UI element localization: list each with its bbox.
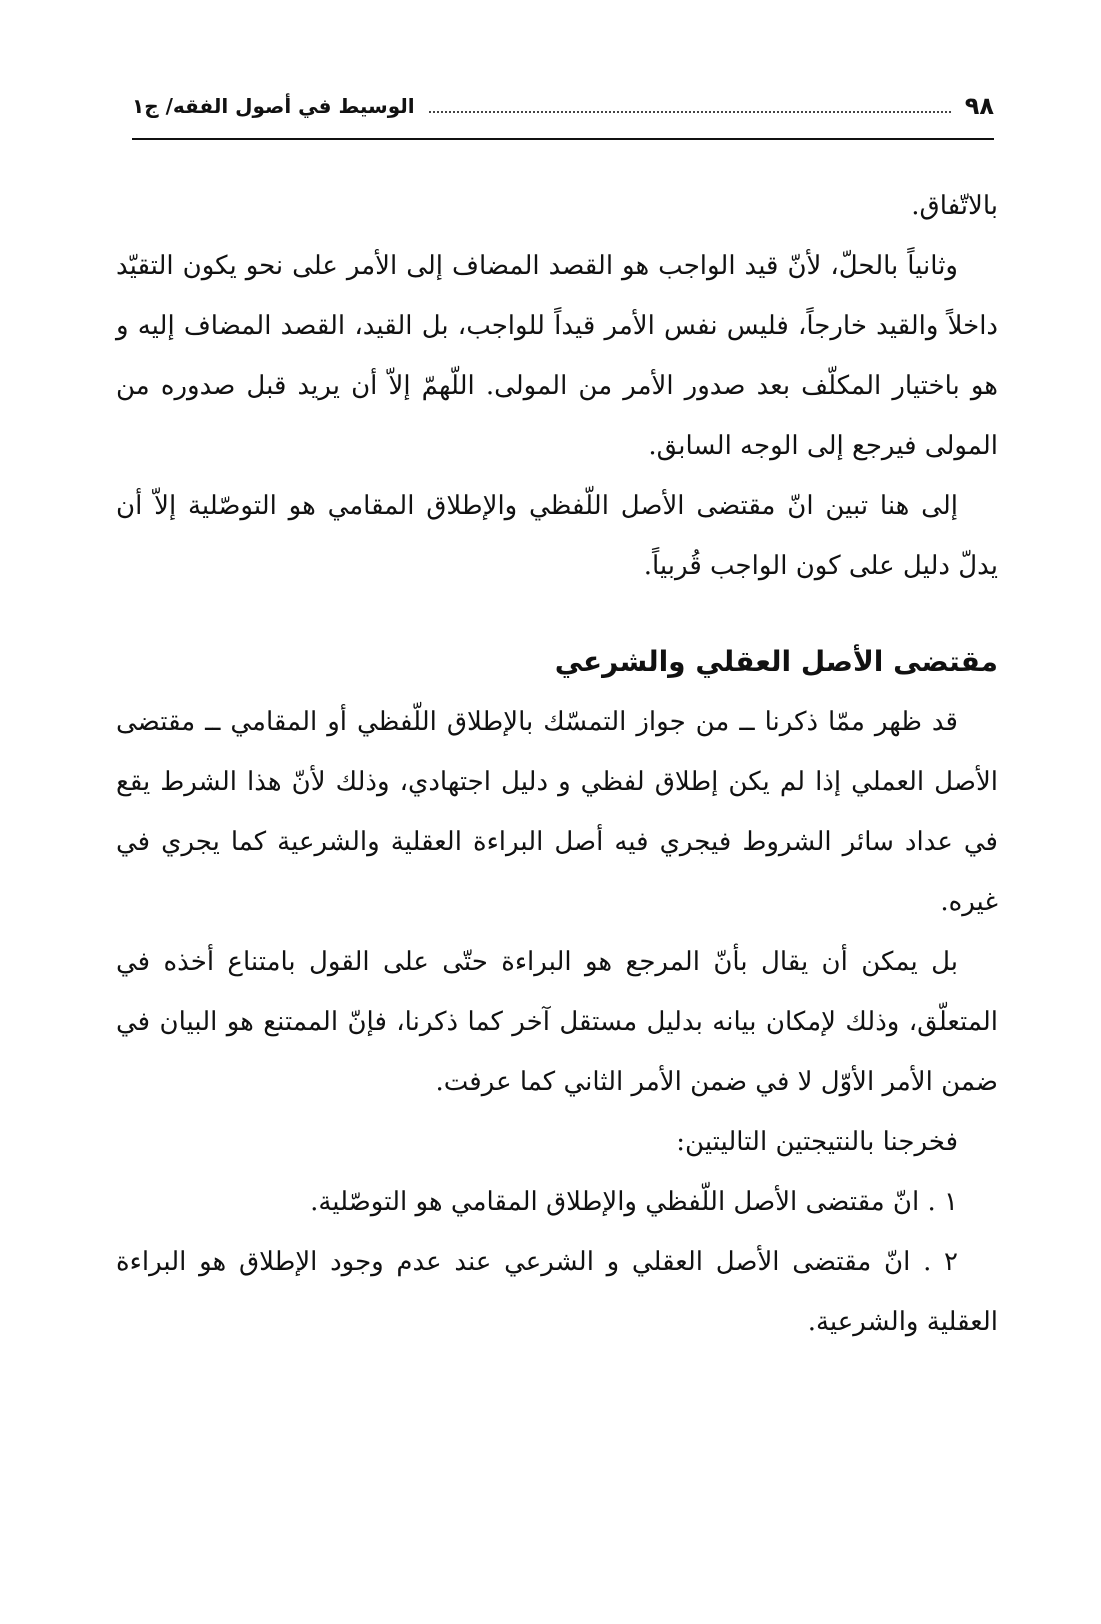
paragraph-2: وثانياً بالحلّ، لأنّ قيد الواجب هو القصد المضاف إلى الأمر على نحو يكون التقيّد داخلاً والقيد خارجاً، فليس نفس الأمر قيداً للواجب، بل القيد، القصد المضاف إليه و هو باختيار المكلّف بعد صدور الأمر من المولى. اللّهمّ إلاّ أن يريد قبل صدوره من المولى فيرجع إلى الوجه السابق. bbox=[116, 251, 998, 461]
header-rule bbox=[132, 138, 994, 140]
paragraph-1: بالاتّفاق. bbox=[911, 191, 998, 221]
paragraph-5: بل يمكن أن يقال بأنّ المرجع هو البراءة حتّى على القول بامتناع أخذه في المتعلّق، وذلك لإمكان بيانه بدليل مستقل آخر كما ذكرنا، فإنّ الممتنع هو البيان في ضمن الأمر الأوّل لا في ضمن الأمر الثاني كما عرفت. bbox=[116, 947, 998, 1097]
page-body bbox=[116, 176, 998, 1352]
section-heading: مقتضى الأصل العقلي والشرعي bbox=[554, 645, 998, 678]
running-title: الوسيط في أصول الفقه/ ج١ bbox=[132, 94, 415, 118]
paragraph-3: إلى هنا تبين انّ مقتضى الأصل اللّفظي والإطلاق المقامي هو التوصّلية إلاّ أن يدلّ دليل على كون الواجب قُربياً. bbox=[116, 491, 998, 581]
page-number: ٩٨ bbox=[964, 92, 994, 120]
results-list bbox=[116, 1172, 998, 1352]
paragraph-4: قد ظهر ممّا ذكرنا ــ من جواز التمسّك بالإطلاق اللّفظي أو المقامي ــ مقتضى الأصل العملي إذا لم يكن إطلاق لفظي و دليل اجتهادي، وذلك لأنّ هذا الشرط يقع في عداد سائر الشروط فيجري فيه أصل البراءة العقلية والشرعية كما يجري في غيره. bbox=[116, 707, 998, 917]
list-item: ٢ . انّ مقتضى الأصل العقلي و الشرعي عند عدم وجود الإطلاق هو البراءة العقلية والشرعية. bbox=[116, 1247, 998, 1337]
page-header bbox=[132, 86, 994, 126]
paragraph-6: فخرجنا بالنتيجتين التاليتين: bbox=[676, 1127, 958, 1157]
list-item: ١ . انّ مقتضى الأصل اللّفظي والإطلاق المقامي هو التوصّلية. bbox=[310, 1187, 958, 1217]
dotted-leader bbox=[429, 111, 951, 113]
